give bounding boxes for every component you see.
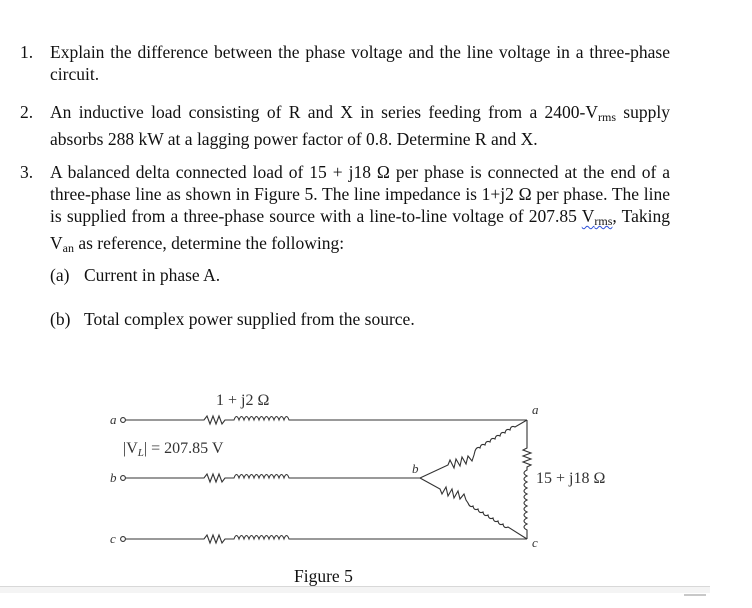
question-number: 3.: [20, 162, 34, 182]
part-text: Current in phase A.: [84, 265, 221, 285]
line-voltage-subscript: L: [137, 447, 144, 459]
load-node-c-label: c: [532, 535, 538, 550]
delta-branch-ac: [523, 420, 531, 539]
figure-caption: Figure 5: [294, 566, 353, 586]
line-impedance-label: 1 + j2 Ω: [216, 392, 270, 409]
delta-branch-ab: [420, 420, 527, 478]
load-impedance-label: 15 + j18 Ω: [536, 470, 606, 487]
terminal-c-label: c: [110, 531, 116, 546]
question-number: 1.: [20, 42, 34, 62]
line-c-wire: [125, 535, 527, 543]
delta-branch-bc: [420, 478, 527, 539]
rms-subscript: rms: [598, 110, 616, 124]
question-text-part: as reference, determine the following:: [73, 233, 345, 253]
question-text: Explain the difference between the phase voltage and the line voltage in a three-phase circuit.: [50, 42, 670, 84]
question-text-part: supply absorbs 288 kW at a lagging power factor of 0.8. Determine R and X.: [50, 102, 670, 149]
load-node-b-label: b: [412, 461, 419, 476]
line-b-wire: [125, 474, 420, 482]
line-a-wire: [125, 416, 527, 424]
line-voltage-label: [123, 440, 224, 459]
vrms-letter: V: [581, 206, 595, 226]
horizontal-scrollbar[interactable]: [0, 586, 710, 593]
terminal-c-node: [121, 537, 126, 542]
question-number: 2.: [20, 102, 34, 122]
question-text-part: An inductive load consisting of R and X in series feeding from a 2400-V: [50, 102, 598, 122]
van-subscript: an: [62, 241, 74, 255]
part-text: Total complex power supplied from the source.: [84, 309, 415, 329]
question-text-part: , Taking V: [50, 206, 671, 253]
terminal-a-node: [121, 418, 126, 423]
terminal-a-label: a: [110, 412, 117, 427]
line-voltage-prefix: |V: [123, 440, 138, 457]
part-label: (a): [50, 265, 70, 285]
question-text-part: A balanced delta connected load of 15 + j18 Ω per phase is connected at the end of a three-phase line as shown in Figure 5. The line impedance is 1+j2 Ω per phase. The line is supplied from a three-phase source with a line-to-line voltage of 207.85: [50, 162, 670, 226]
terminal-b-label: b: [110, 470, 117, 485]
terminal-b-node: [121, 476, 126, 481]
part-label: (b): [50, 309, 71, 329]
load-node-a-label: a: [532, 402, 539, 417]
scrollbar-thumb[interactable]: [684, 594, 706, 596]
vrms-subscript: rms: [594, 214, 613, 228]
line-voltage-value: | = 207.85 V: [143, 440, 224, 457]
